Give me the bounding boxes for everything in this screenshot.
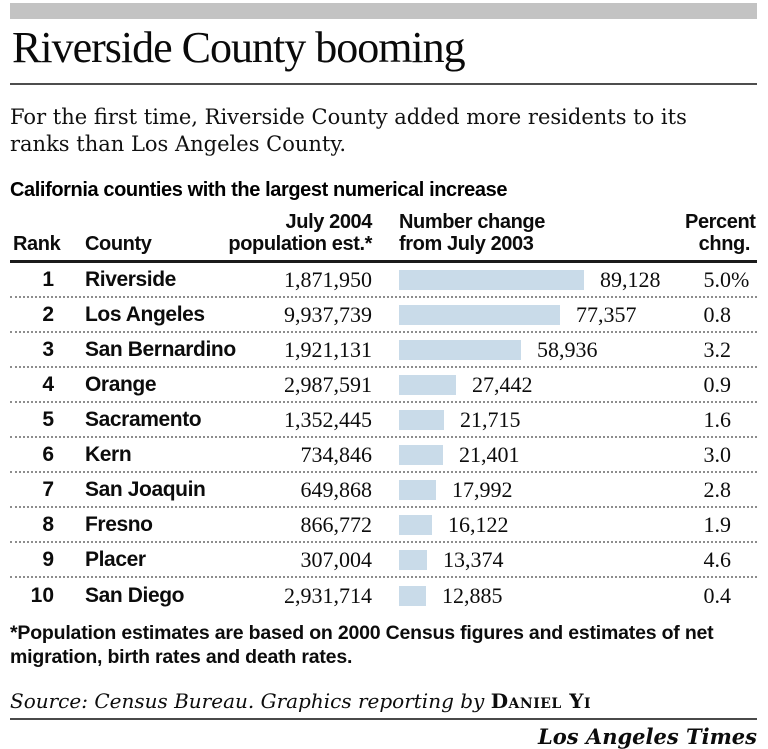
column-header-change-line2: from July 2003: [399, 233, 534, 256]
change-cell: [399, 583, 685, 609]
percent-cell: [685, 547, 757, 573]
county-name: San Bernardino: [85, 337, 236, 361]
change-bar: [399, 270, 584, 290]
percent-value: 5.0: [703, 266, 731, 292]
column-header-change: [399, 211, 685, 255]
subtitle-line1: For the first time, Riverside County added more residents to its: [10, 105, 687, 130]
percent-value: 3.2: [703, 336, 731, 362]
rank-value: 8: [42, 512, 54, 536]
title-divider: [10, 83, 757, 85]
percent-value: 0.4: [703, 582, 731, 608]
percent-cell: [685, 267, 757, 293]
change-cell: [399, 512, 685, 538]
column-header-population-line1: July 2004: [285, 211, 372, 234]
population-value: 2,987,591: [284, 371, 372, 397]
population-value: 1,921,131: [284, 336, 372, 362]
county-name: Placer: [85, 547, 146, 571]
table-row: [10, 403, 757, 438]
rank-value: 7: [42, 477, 54, 501]
source-text: Source: Census Bureau. Graphics reporting by: [10, 688, 485, 713]
population-value: 1,871,950: [284, 266, 372, 292]
percent-cell: [685, 407, 757, 433]
table-row: [10, 263, 757, 298]
percent-value: 4.6: [703, 546, 731, 572]
change-cell: [399, 337, 685, 363]
percent-cell: [685, 512, 757, 538]
change-value: 89,128: [600, 266, 661, 292]
change-value: 21,715: [460, 406, 521, 432]
change-bar: [399, 305, 560, 325]
change-cell: [399, 547, 685, 573]
subtitle: [10, 104, 757, 158]
population-value: 866,772: [300, 511, 372, 537]
percent-suffix: [731, 407, 750, 433]
change-value: 13,374: [443, 546, 504, 572]
footnote-line2: migration, birth rates and death rates.: [10, 646, 353, 669]
table-header: [10, 211, 757, 263]
county-name: Los Angeles: [85, 302, 205, 326]
change-cell: [399, 302, 685, 328]
change-bar: [399, 410, 444, 430]
percent-suffix: [731, 302, 750, 328]
change-value: 58,936: [537, 336, 598, 362]
column-header-percent-line2: chng.: [698, 233, 750, 256]
chart-title: California counties with the largest numerical increase: [10, 179, 508, 202]
population-value: 9,937,739: [284, 301, 372, 327]
percent-suffix: [731, 442, 750, 468]
change-cell: [399, 407, 685, 433]
column-header-rank: Rank: [13, 233, 61, 256]
bottom-divider: [10, 718, 757, 720]
table-row: [10, 333, 757, 368]
change-bar: [399, 375, 456, 395]
change-bar: [399, 480, 436, 500]
percent-suffix: [731, 547, 750, 573]
population-value: 2,931,714: [284, 582, 372, 608]
percent-value: 1.9: [703, 511, 731, 537]
rank-value: 4: [42, 372, 54, 396]
percent-value: 0.9: [703, 371, 731, 397]
percent-value: 3.0: [703, 441, 731, 467]
rank-value: 3: [42, 337, 54, 361]
percent-suffix: [731, 337, 750, 363]
change-bar: [399, 340, 521, 360]
table-row: [10, 473, 757, 508]
percent-suffix: %: [731, 266, 750, 292]
table-row: [10, 368, 757, 403]
change-value: 21,401: [459, 441, 520, 467]
table-row: [10, 438, 757, 473]
percent-cell: [685, 372, 757, 398]
percent-suffix: [731, 372, 750, 398]
population-value: 1,352,445: [284, 406, 372, 432]
percent-suffix: [731, 477, 750, 503]
table-row: [10, 543, 757, 578]
change-bar: [399, 515, 432, 535]
column-header-population: [204, 211, 372, 255]
rank-value: 9: [42, 547, 54, 571]
publication-brand: Los Angeles Times: [538, 723, 757, 749]
rank-value: 2: [42, 302, 54, 326]
population-value: 307,004: [300, 546, 372, 572]
rank-value: 1: [42, 267, 54, 291]
change-value: 12,885: [442, 582, 503, 608]
county-name: San Diego: [85, 583, 185, 607]
column-header-percent-line1: Percent: [685, 211, 756, 234]
rank-value: 5: [42, 407, 54, 431]
county-name: Orange: [85, 372, 157, 396]
change-value: 17,992: [452, 476, 513, 502]
percent-suffix: [731, 512, 750, 538]
county-name: Kern: [85, 442, 132, 466]
column-header-percent: [685, 211, 757, 255]
change-cell: [399, 477, 685, 503]
footnote-line1: *Population estimates are based on 2000 Census figures and estimates of net: [10, 622, 714, 645]
source-line: [10, 689, 757, 713]
percent-value: 0.8: [703, 301, 731, 327]
percent-suffix: [731, 583, 750, 609]
percent-cell: [685, 477, 757, 503]
change-value: 16,122: [448, 511, 509, 537]
masthead-bar: [10, 3, 757, 19]
rank-value: 10: [30, 583, 54, 607]
column-header-population-line2: population est.*: [228, 233, 372, 256]
rank-value: 6: [42, 442, 54, 466]
percent-cell: [685, 337, 757, 363]
population-value: 734,846: [300, 441, 372, 467]
table-body: [10, 263, 757, 613]
change-cell: [399, 267, 685, 293]
table-row: [10, 578, 757, 613]
change-bar: [399, 445, 443, 465]
county-name: Riverside: [85, 267, 176, 291]
change-value: 27,442: [472, 371, 533, 397]
county-name: Fresno: [85, 512, 153, 536]
change-value: 77,357: [576, 301, 637, 327]
subtitle-line2: ranks than Los Angeles County.: [10, 132, 347, 157]
change-cell: [399, 372, 685, 398]
change-cell: [399, 442, 685, 468]
table-row: [10, 508, 757, 543]
county-name: San Joaquin: [85, 477, 206, 501]
percent-cell: [685, 302, 757, 328]
footnote: [10, 621, 757, 669]
percent-value: 2.8: [703, 476, 731, 502]
column-header-county: County: [85, 233, 152, 256]
county-name: Sacramento: [85, 407, 202, 431]
change-bar: [399, 586, 426, 606]
percent-cell: [685, 442, 757, 468]
percent-value: 1.6: [703, 406, 731, 432]
percent-cell: [685, 583, 757, 609]
source-byline: Daniel Yi: [490, 688, 592, 713]
table-row: [10, 298, 757, 333]
population-value: 649,868: [300, 476, 372, 502]
column-header-change-line1: Number change: [399, 211, 545, 234]
page-title: Riverside County booming: [12, 23, 465, 72]
change-bar: [399, 550, 427, 570]
